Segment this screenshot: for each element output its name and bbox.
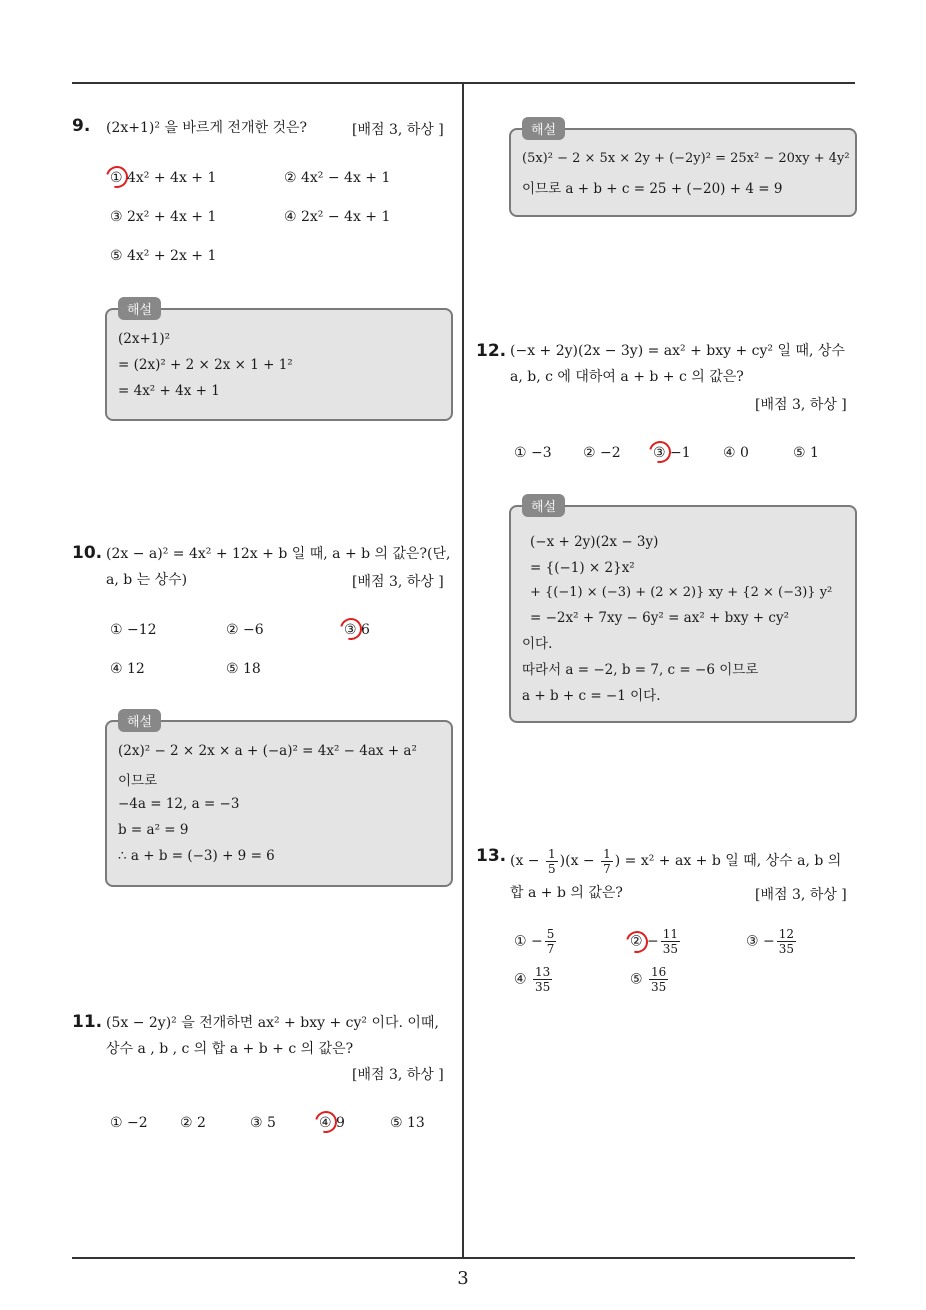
- question-9-choice-1[interactable]: ① 4x² + 4x + 1: [110, 170, 217, 186]
- fraction-denominator: 35: [651, 980, 667, 994]
- column-divider: [462, 84, 464, 1258]
- fraction-denominator: 7: [603, 861, 611, 876]
- fraction-numerator: 1: [603, 846, 611, 861]
- question-11-solution-box: [509, 128, 857, 217]
- question-9-meta: [배점 3, 하상 ]: [352, 122, 444, 138]
- question-11-choice-1[interactable]: ① −2: [110, 1115, 148, 1131]
- solution-line: 이므로 a + b + c = 25 + (−20) + 4 = 9: [522, 181, 783, 197]
- fraction-denominator: 7: [546, 942, 555, 956]
- solution-line: = −2x² + 7xy − 6y² = ax² + bxy + cy²: [530, 610, 790, 626]
- question-12-text-line1: (−x + 2y)(2x − 3y) = ax² + bxy + cy² 일 때, 상수: [510, 343, 845, 359]
- question-13-number: 13.: [476, 846, 507, 866]
- question-11-choice-4[interactable]: ④ 9: [319, 1115, 345, 1131]
- solution-label: 해설: [118, 297, 161, 320]
- question-12-choice-1[interactable]: ① −3: [514, 445, 552, 461]
- solution-line: ∴ a + b = (−3) + 9 = 6: [118, 848, 275, 864]
- question-9-choice-4[interactable]: ④ 2x² − 4x + 1: [284, 209, 391, 225]
- question-12-choice-3[interactable]: ③ −1: [653, 445, 691, 461]
- question-13-choice-5[interactable]: [630, 965, 670, 994]
- fraction: [546, 847, 558, 876]
- question-9-number: 9.: [72, 116, 91, 136]
- question-13-meta: [배점 3, 하상 ]: [755, 887, 847, 903]
- fraction-numerator: 16: [651, 965, 667, 979]
- solution-label: 해설: [118, 709, 161, 732]
- question-10-number: 10.: [72, 543, 103, 563]
- question-11-choice-3[interactable]: ③ 5: [250, 1115, 276, 1131]
- question-11-choice-2[interactable]: ② 2: [180, 1115, 206, 1131]
- question-12-choice-2[interactable]: ② −2: [583, 445, 621, 461]
- question-9-choice-5[interactable]: ⑤ 4x² + 2x + 1: [110, 248, 217, 264]
- fraction-numerator: 5: [546, 927, 555, 941]
- question-9-text: (2x+1)² 을 바르게 전개한 것은?: [106, 120, 307, 136]
- question-11-number: 11.: [72, 1012, 103, 1032]
- bottom-rule: [72, 1257, 855, 1259]
- question-11-text-line1: (5x − 2y)² 을 전개하면 ax² + bxy + cy² 이다. 이때,: [106, 1015, 439, 1031]
- solution-line: (5x)² − 2 × 5x × 2y + (−2y)² = 25x² − 20xy + 4y²: [522, 151, 850, 166]
- solution-line: b = a² = 9: [118, 822, 189, 838]
- question-12-number: 12.: [476, 341, 507, 361]
- question-12-choice-4[interactable]: ④ 0: [723, 445, 749, 461]
- fraction-numerator: 12: [778, 927, 795, 941]
- fraction: [533, 965, 552, 994]
- solution-line: = (2x)² + 2 × 2x × 1 + 1²: [118, 357, 293, 373]
- question-12-choice-5[interactable]: ⑤ 1: [793, 445, 819, 461]
- fraction: [545, 927, 557, 956]
- question-11-meta: [배점 3, 하상 ]: [352, 1067, 444, 1083]
- question-13-text-mid: )(x −: [559, 853, 600, 869]
- solution-line: = 4x² + 4x + 1: [118, 383, 220, 399]
- choice-label: ④: [514, 971, 532, 988]
- choice-label: ⑤: [630, 971, 648, 988]
- choice-label: ② −: [630, 933, 659, 950]
- question-10-choice-2[interactable]: ② −6: [226, 622, 264, 638]
- question-13-choice-4[interactable]: [514, 965, 554, 994]
- fraction-numerator: 1: [548, 846, 556, 861]
- fraction-denominator: 35: [535, 980, 551, 994]
- solution-line: + {(−1) × (−3) + (2 × 2)} xy + {2 × (−3)} y²: [530, 585, 833, 600]
- solution-line: 이므로: [118, 773, 158, 789]
- question-11-text-line2: 상수 a , b , c 의 합 a + b + c 의 값은?: [106, 1041, 354, 1057]
- question-10-meta: [배점 3, 하상 ]: [352, 574, 444, 590]
- fraction-denominator: 35: [662, 942, 679, 956]
- fraction-numerator: 13: [535, 965, 551, 979]
- fraction: [777, 927, 796, 956]
- solution-line: a + b + c = −1 이다.: [522, 688, 661, 704]
- solution-line: 따라서 a = −2, b = 7, c = −6 이므로: [522, 662, 759, 678]
- question-10-choice-4[interactable]: ④ 12: [110, 661, 145, 677]
- question-10-text-line1: (2x − a)² = 4x² + 12x + b 일 때, a + b 의 값은?(단,: [106, 546, 451, 562]
- solution-line: −4a = 12, a = −3: [118, 796, 240, 812]
- question-11-choice-5[interactable]: ⑤ 13: [390, 1115, 425, 1131]
- solution-line: (−x + 2y)(2x − 3y): [530, 534, 659, 550]
- question-13-text-line1: [510, 844, 841, 878]
- solution-line: 이다.: [522, 636, 553, 652]
- question-10-choice-1[interactable]: ① −12: [110, 622, 157, 638]
- fraction: [601, 847, 613, 876]
- solution-label: 해설: [522, 494, 565, 517]
- question-9-choice-3[interactable]: ③ 2x² + 4x + 1: [110, 209, 217, 225]
- question-13-text-suffix: ) = x² + ax + b 일 때, 상수 a, b 의: [614, 853, 842, 869]
- top-rule: [72, 82, 855, 84]
- question-13-text-line2: 합 a + b 의 값은?: [510, 885, 623, 901]
- fraction: [661, 927, 680, 956]
- fraction-denominator: 35: [778, 942, 795, 956]
- fraction-denominator: 5: [548, 861, 556, 876]
- question-13-choice-3[interactable]: [746, 927, 798, 956]
- question-12-text-line2: a, b, c 에 대하여 a + b + c 의 값은?: [510, 369, 744, 385]
- solution-line: (2x)² − 2 × 2x × a + (−a)² = 4x² − 4ax + a²: [118, 743, 417, 759]
- solution-line: (2x+1)²: [118, 331, 171, 347]
- question-13-text-prefix: (x −: [510, 853, 544, 869]
- page-number: 3: [457, 1268, 469, 1289]
- question-13-choice-1[interactable]: [514, 927, 558, 956]
- solution-label: 해설: [522, 117, 565, 140]
- question-13-choice-2[interactable]: [630, 927, 682, 956]
- solution-line: = {(−1) × 2}x²: [530, 560, 635, 576]
- question-10-choice-5[interactable]: ⑤ 18: [226, 661, 261, 677]
- fraction-numerator: 11: [662, 927, 679, 941]
- choice-label: ③ −: [746, 933, 775, 950]
- question-10-text-line2: a, b 는 상수): [106, 572, 188, 588]
- question-10-choice-3[interactable]: ③ 6: [344, 622, 370, 638]
- choice-label: ① −: [514, 933, 543, 950]
- question-9-choice-2[interactable]: ② 4x² − 4x + 1: [284, 170, 391, 186]
- fraction: [649, 965, 668, 994]
- question-12-meta: [배점 3, 하상 ]: [755, 397, 847, 413]
